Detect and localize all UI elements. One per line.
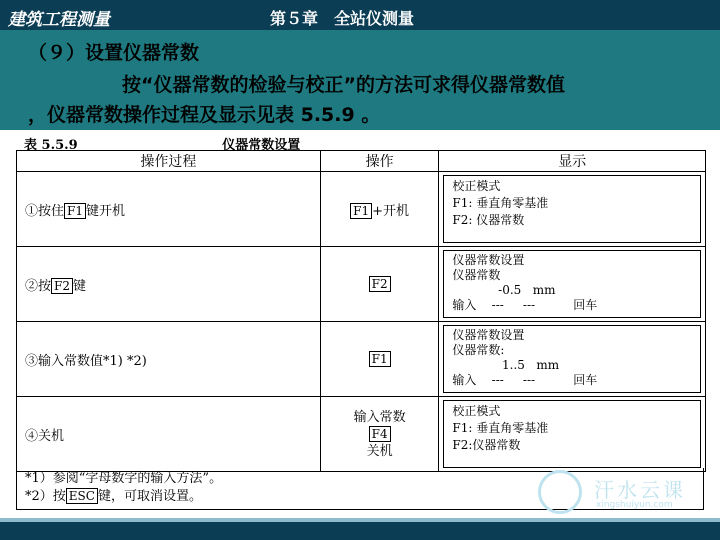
intro-line-3: ，仪器常数操作过程及显示见表 5.5.9 。	[28, 104, 381, 126]
f1-key: F1	[350, 203, 372, 219]
display-cell	[439, 322, 706, 397]
display-line: 仪器常数设置	[452, 328, 525, 342]
operation-text: +开机	[372, 203, 410, 219]
logo-url: xingshuiyun.com	[596, 500, 673, 510]
step-text: ②按	[25, 278, 52, 294]
intro-line-1: （９）设置仪器常数	[28, 42, 200, 64]
display-line: 校正模式	[452, 179, 501, 193]
display-screen	[443, 250, 701, 318]
chapter-title: 第５章 全站仪测量	[270, 9, 415, 28]
operation-text: 关机	[366, 443, 393, 459]
logo-text: 汗水云课	[594, 478, 686, 502]
display-cell	[439, 172, 706, 247]
display-line: F2:仪器常数	[452, 438, 521, 452]
table-row	[17, 247, 706, 322]
step-text: ③输入常数值*1) *2)	[25, 353, 147, 369]
watermark-logo	[538, 468, 708, 518]
display-line: 1..5 mm	[452, 358, 560, 372]
note-text: 键，可取消设置。	[97, 489, 202, 504]
header-operation: 操作	[320, 151, 439, 172]
display-line: 校正模式	[452, 404, 501, 418]
display-line: 仪器常数:	[452, 343, 505, 357]
note-1: *1）参阅“字母数字的输入方法”。	[25, 471, 223, 486]
display-cell	[439, 247, 706, 322]
footer-bar	[0, 522, 720, 540]
step-cell	[17, 172, 321, 247]
display-screen	[443, 175, 701, 243]
display-line: F2: 仪器常数	[452, 213, 525, 227]
display-screen	[443, 400, 701, 468]
table-row	[17, 397, 706, 472]
title-bar	[0, 0, 720, 30]
display-line: 仪器常数设置	[452, 253, 525, 267]
display-screen	[443, 325, 701, 393]
intro-band	[0, 30, 720, 130]
step-cell	[17, 247, 321, 322]
f4-key: F4	[369, 426, 391, 442]
step-text: ④关机	[25, 428, 65, 444]
display-line: -0.5 mm	[452, 283, 556, 297]
display-line: F1: 垂直角零基准	[452, 421, 549, 435]
f2-key: F2	[369, 276, 391, 292]
display-line: 输入 --- --- 回车	[452, 298, 598, 312]
intro-line-2: 按“仪器常数的检验与校正”的方法可求得仪器常数值	[122, 74, 565, 96]
table-row	[17, 172, 706, 247]
step-cell	[17, 397, 321, 472]
table-label: 表 5.5.9	[24, 138, 78, 153]
logo-icon	[538, 470, 582, 514]
f1-key: F1	[369, 351, 391, 367]
table-document	[16, 130, 706, 520]
display-line: 仪器常数	[452, 268, 501, 282]
f2-key: F2	[51, 278, 73, 294]
display-line: F1: 垂直角零基准	[452, 196, 549, 210]
header-process: 操作过程	[17, 151, 321, 172]
operation-text: 输入常数	[353, 409, 406, 425]
step-cell	[17, 322, 321, 397]
display-line: 输入 --- --- 回车	[452, 373, 598, 387]
table-title: 仪器常数设置	[222, 138, 301, 153]
step-text: 键开机	[85, 203, 125, 219]
f1-key: F1	[64, 203, 86, 219]
step-text: 键	[72, 278, 86, 294]
table-row	[17, 322, 706, 397]
note-text: *2）按	[25, 489, 66, 504]
operation-cell	[320, 397, 439, 472]
settings-table	[16, 150, 706, 472]
course-title: 建筑工程测量	[8, 10, 110, 30]
esc-key: ESC	[66, 488, 98, 504]
header-row	[17, 151, 706, 172]
header-display: 显示	[439, 151, 706, 172]
operation-cell	[320, 322, 439, 397]
operation-cell	[320, 172, 439, 247]
display-cell	[439, 397, 706, 472]
step-text: ①按住	[25, 203, 65, 219]
operation-cell	[320, 247, 439, 322]
